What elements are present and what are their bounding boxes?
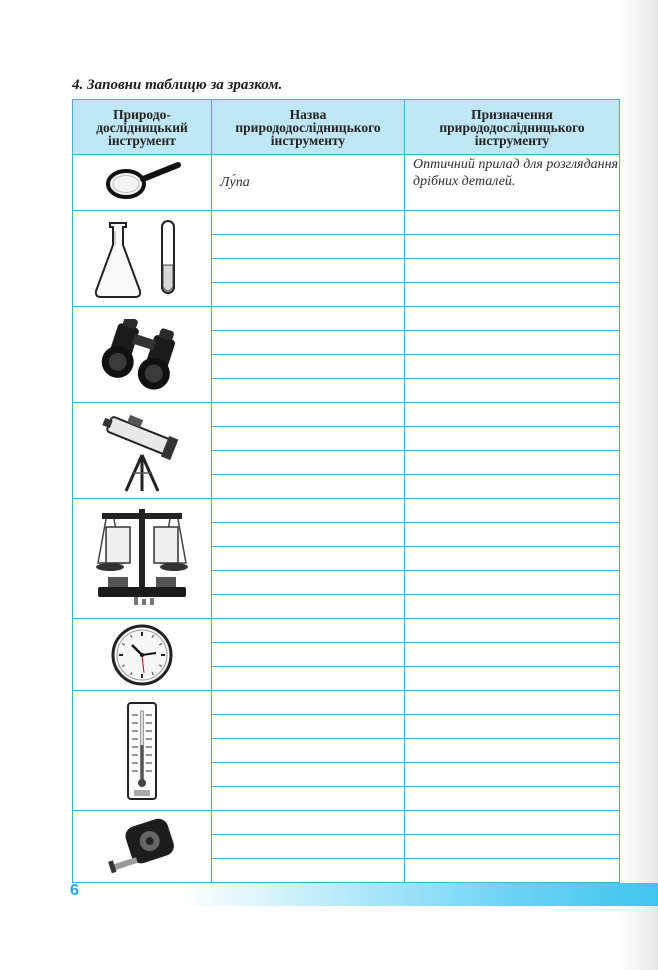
answer-line[interactable] <box>212 523 404 547</box>
answer-line[interactable] <box>405 475 619 498</box>
instrument-image-cell <box>73 211 212 307</box>
answer-line[interactable] <box>405 739 619 763</box>
answer-line[interactable] <box>405 643 619 667</box>
answer-line[interactable] <box>405 211 619 235</box>
answer-line[interactable] <box>212 259 404 283</box>
answer-line[interactable] <box>212 619 404 643</box>
answer-line[interactable] <box>405 787 619 810</box>
example-purpose-cell <box>405 155 620 211</box>
table-row <box>73 211 620 307</box>
answer-line[interactable] <box>212 811 404 835</box>
answer-line[interactable] <box>405 523 619 547</box>
page-edge-shadow <box>618 0 658 970</box>
name-answer-cell[interactable] <box>212 403 405 499</box>
answer-line[interactable] <box>405 379 619 402</box>
answer-line[interactable] <box>212 787 404 810</box>
header-purpose <box>405 100 620 155</box>
answer-line[interactable] <box>405 763 619 787</box>
answer-line[interactable] <box>212 715 404 739</box>
answer-line[interactable] <box>405 859 619 882</box>
table-row <box>73 619 620 691</box>
answer-line[interactable] <box>212 379 404 402</box>
answer-line[interactable] <box>405 619 619 643</box>
instrument-image-cell <box>73 499 212 619</box>
answer-line[interactable] <box>212 283 404 306</box>
instrument-image-cell <box>73 155 212 211</box>
purpose-answer-cell[interactable] <box>405 211 620 307</box>
header-instrument-label: Природо- дослідницький інструмент <box>96 106 188 148</box>
name-answer-cell[interactable] <box>212 619 405 691</box>
answer-line[interactable] <box>212 763 404 787</box>
answer-line[interactable] <box>212 331 404 355</box>
purpose-answer-cell[interactable] <box>405 403 620 499</box>
instrument-image-cell <box>73 691 212 811</box>
answer-line[interactable] <box>212 403 404 427</box>
answer-line[interactable] <box>405 667 619 690</box>
balance-scale-icon <box>94 507 190 611</box>
task-title: 4. Заповни таблицю за зразком. <box>72 77 283 93</box>
example-purpose: Оптичний прилад для розглядання дрібних деталей. <box>413 157 619 189</box>
answer-line[interactable] <box>405 547 619 571</box>
instrument-image-cell <box>73 403 212 499</box>
header-name <box>212 100 405 155</box>
instruments-table <box>72 99 620 883</box>
purpose-answer-cell[interactable] <box>405 691 620 811</box>
flask-and-test-tube-icon <box>92 217 192 301</box>
answer-line[interactable] <box>212 499 404 523</box>
answer-line[interactable] <box>405 259 619 283</box>
name-answer-cell[interactable] <box>212 691 405 811</box>
answer-line[interactable] <box>212 355 404 379</box>
answer-line[interactable] <box>212 235 404 259</box>
answer-line[interactable] <box>405 715 619 739</box>
name-answer-cell[interactable] <box>212 811 405 883</box>
answer-line[interactable] <box>405 283 619 306</box>
wall-clock-icon <box>110 623 174 687</box>
answer-line[interactable] <box>212 475 404 498</box>
answer-line[interactable] <box>405 427 619 451</box>
answer-line[interactable] <box>405 355 619 379</box>
purpose-answer-cell[interactable] <box>405 499 620 619</box>
answer-line[interactable] <box>212 427 404 451</box>
header-purpose-label: Призначення природодослідницького інструменту <box>439 106 585 148</box>
answer-line[interactable] <box>212 835 404 859</box>
name-answer-cell[interactable] <box>212 211 405 307</box>
answer-line[interactable] <box>212 307 404 331</box>
answer-line[interactable] <box>405 811 619 835</box>
footer-band <box>180 883 658 906</box>
answer-line[interactable] <box>405 835 619 859</box>
name-answer-cell[interactable] <box>212 499 405 619</box>
answer-line[interactable] <box>212 643 404 667</box>
answer-line[interactable] <box>212 211 404 235</box>
answer-line[interactable] <box>405 235 619 259</box>
page-number: 6 <box>70 882 79 899</box>
tape-measure-icon <box>100 814 184 880</box>
table-row <box>73 307 620 403</box>
instrument-image-cell <box>73 811 212 883</box>
example-name-cell <box>212 155 405 211</box>
purpose-answer-cell[interactable] <box>405 811 620 883</box>
answer-line[interactable] <box>405 595 619 618</box>
answer-line[interactable] <box>212 451 404 475</box>
thermometer-icon <box>122 701 162 801</box>
header-name-label: Назва природодослідницького інструменту <box>235 106 381 148</box>
name-answer-cell[interactable] <box>212 307 405 403</box>
answer-line[interactable] <box>212 547 404 571</box>
purpose-answer-cell[interactable] <box>405 619 620 691</box>
answer-line[interactable] <box>212 595 404 618</box>
answer-line[interactable] <box>405 451 619 475</box>
table-row <box>73 155 620 211</box>
header-instrument <box>73 100 212 155</box>
table-header-row <box>73 100 620 155</box>
answer-line[interactable] <box>405 331 619 355</box>
answer-line[interactable] <box>212 571 404 595</box>
instrument-image-cell <box>73 307 212 403</box>
table-row <box>73 403 620 499</box>
table-row <box>73 811 620 883</box>
answer-line[interactable] <box>405 691 619 715</box>
answer-line[interactable] <box>212 667 404 690</box>
binoculars-icon <box>96 319 188 391</box>
answer-line[interactable] <box>212 739 404 763</box>
table-row <box>73 499 620 619</box>
answer-line[interactable] <box>405 571 619 595</box>
table-row <box>73 691 620 811</box>
instrument-image-cell <box>73 619 212 691</box>
purpose-answer-cell[interactable] <box>405 307 620 403</box>
example-name: Лу́па <box>220 175 250 190</box>
answer-line[interactable] <box>405 499 619 523</box>
answer-line[interactable] <box>405 403 619 427</box>
answer-line[interactable] <box>212 691 404 715</box>
answer-line[interactable] <box>212 859 404 882</box>
answer-line[interactable] <box>405 307 619 331</box>
telescope-icon <box>96 409 188 493</box>
magnifier-icon <box>102 158 182 208</box>
